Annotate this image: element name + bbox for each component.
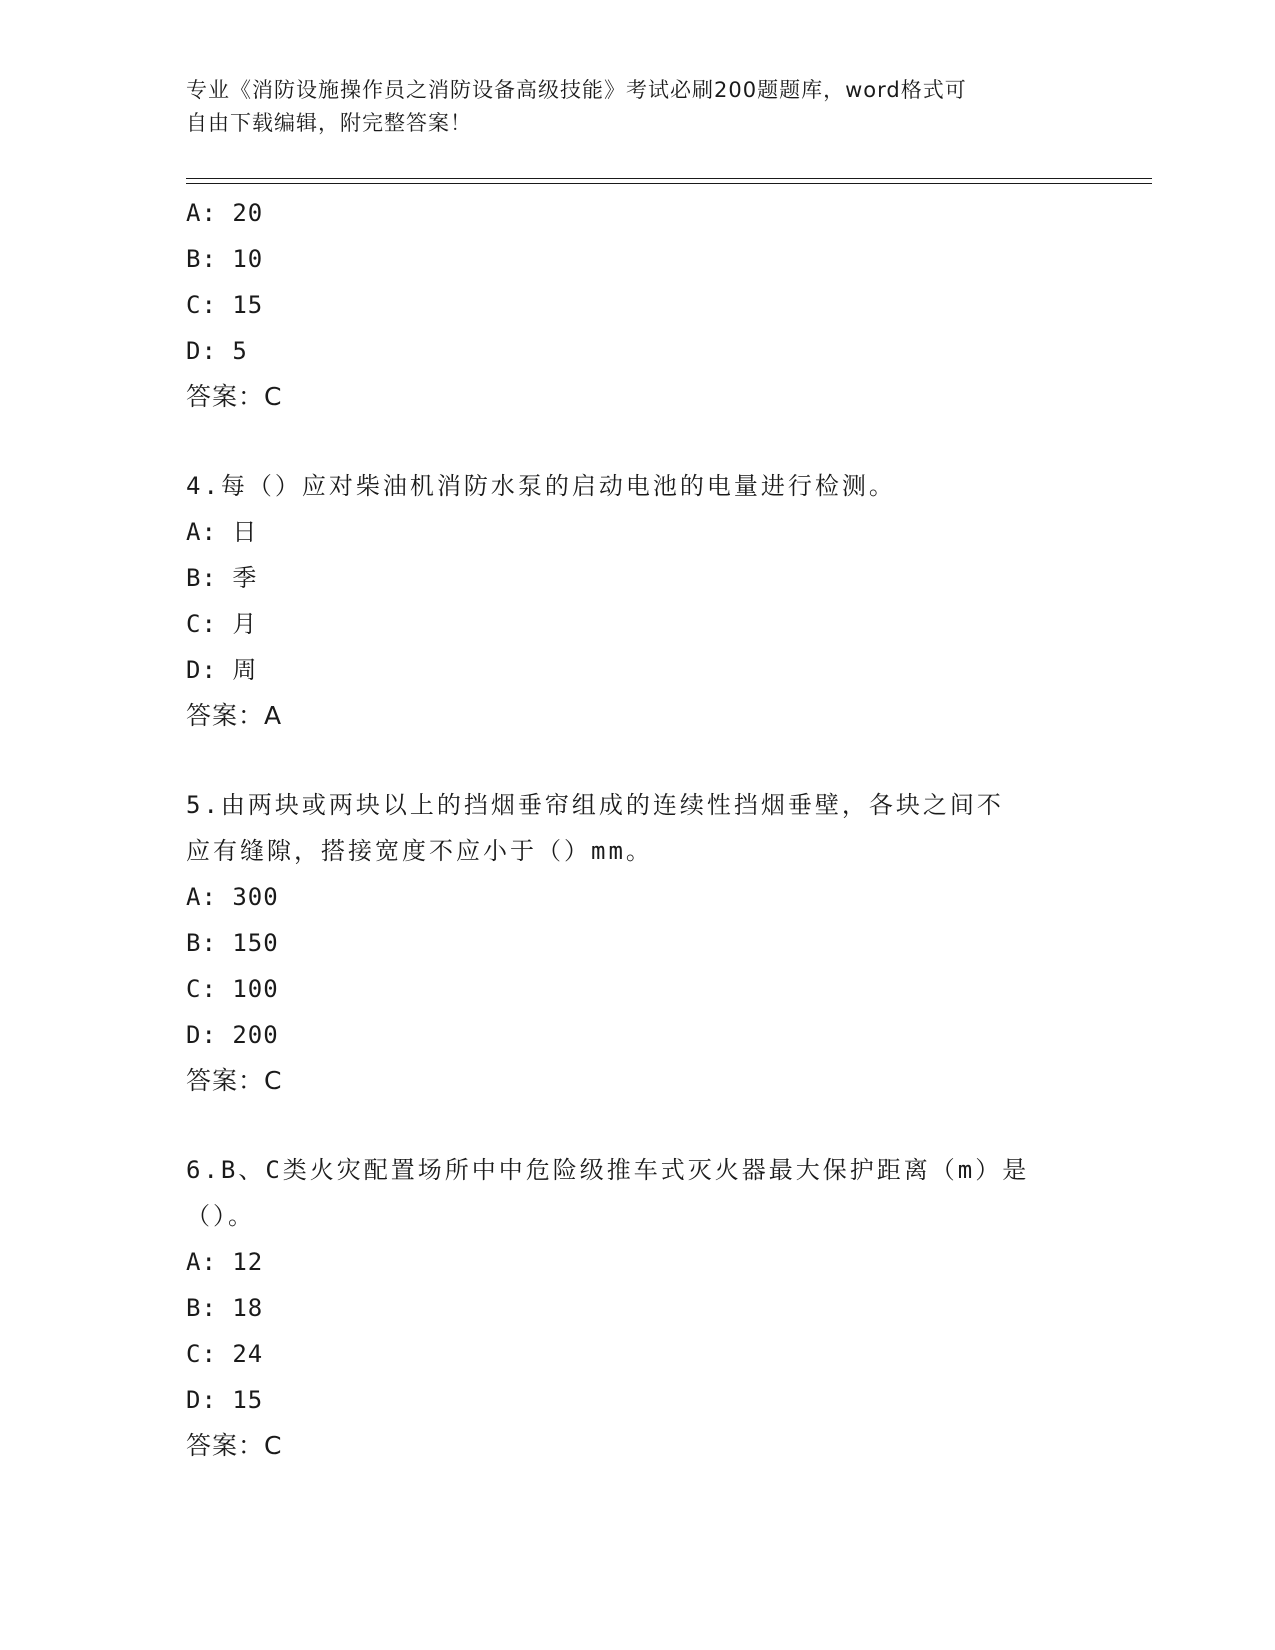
document-header	[186, 74, 1066, 140]
option-c: C: 月	[186, 610, 258, 638]
answer: 答案：C	[186, 382, 283, 411]
option-d: D: 200	[186, 1021, 279, 1049]
option-a: A: 20	[186, 199, 264, 227]
option-d: D: 周	[186, 656, 258, 684]
option-a: A: 12	[186, 1248, 264, 1276]
question-3-partial	[186, 190, 1086, 420]
option-a: A: 日	[186, 518, 258, 546]
question-stem-line-1: 6.B、C类火灾配置场所中中危险级推车式灭火器最大保护距离（m）是	[186, 1156, 1030, 1184]
answer: 答案：A	[186, 701, 283, 730]
answer: 答案：C	[186, 1431, 283, 1460]
option-b: B: 10	[186, 245, 264, 273]
question-stem: 4.每（）应对柴油机消防水泵的启动电池的电量进行检测。	[186, 472, 896, 500]
header-rule-top	[186, 178, 1152, 179]
header-rule-bottom	[186, 183, 1152, 184]
option-d: D: 5	[186, 337, 248, 365]
option-c: C: 15	[186, 291, 264, 319]
question-6	[186, 1147, 1086, 1469]
answer: 答案：C	[186, 1066, 283, 1095]
question-4	[186, 463, 1086, 739]
option-b: B: 季	[186, 564, 258, 592]
option-b: B: 150	[186, 929, 279, 957]
question-stem-line-2: 应有缝隙，搭接宽度不应小于（）mm。	[186, 837, 653, 865]
question-5	[186, 782, 1086, 1104]
question-stem-line-2: （）。	[186, 1202, 255, 1230]
question-stem-line-1: 5.由两块或两块以上的挡烟垂帘组成的连续性挡烟垂壁，各块之间不	[186, 791, 1004, 819]
option-d: D: 15	[186, 1386, 264, 1414]
question-list	[186, 190, 1086, 1469]
option-c: C: 24	[186, 1340, 264, 1368]
header-title-line-1: 专业《消防设施操作员之消防设备高级技能》考试必刷200题题库，word格式可	[186, 78, 967, 102]
option-b: B: 18	[186, 1294, 264, 1322]
option-c: C: 100	[186, 975, 279, 1003]
header-title-line-2: 自由下载编辑，附完整答案！	[186, 111, 472, 135]
option-a: A: 300	[186, 883, 279, 911]
